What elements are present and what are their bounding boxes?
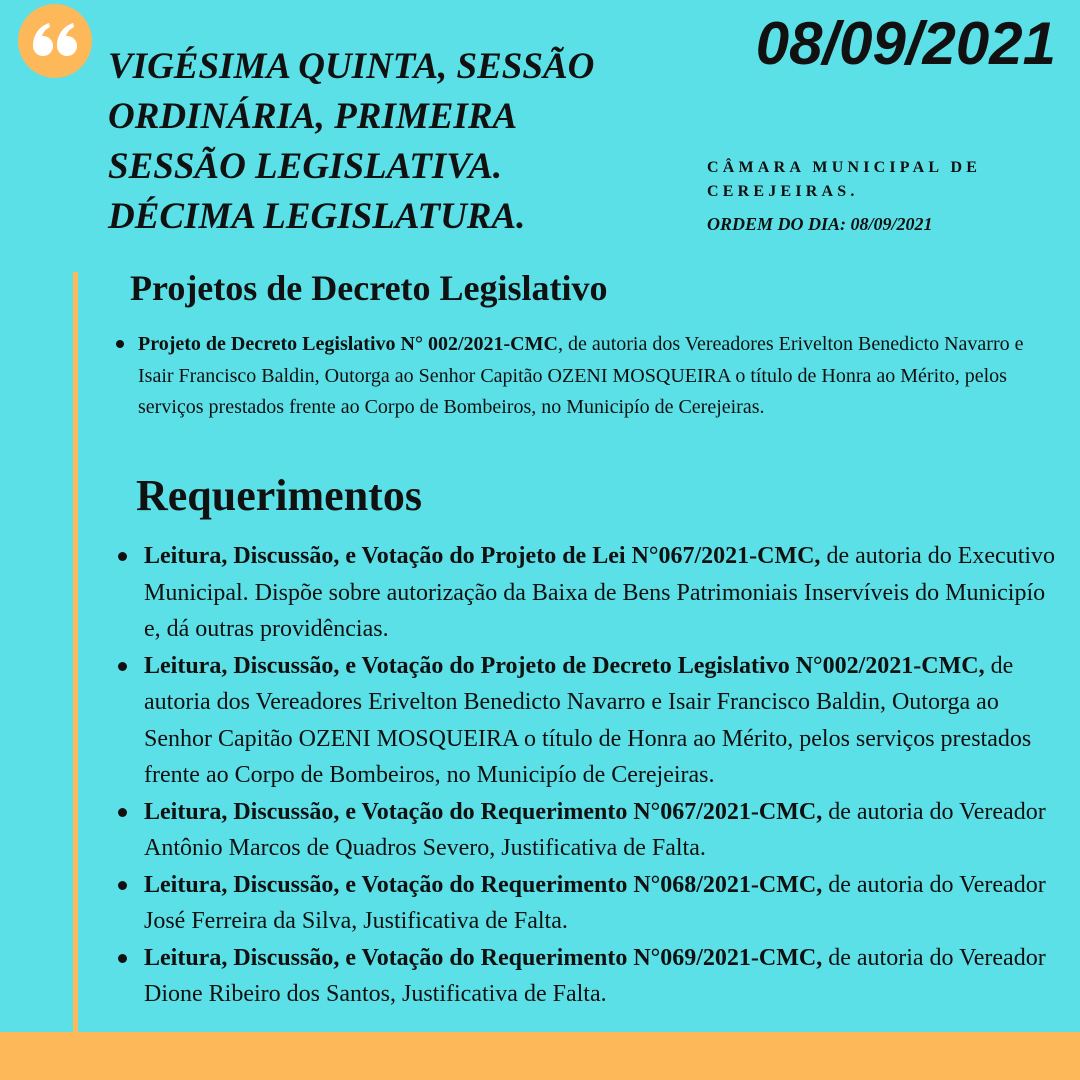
item-title: Projeto de Decreto Legislativo N° 002/2021-CMC: [138, 333, 558, 355]
requerimentos-list: [144, 538, 1059, 1013]
bullet-icon: [116, 340, 124, 348]
item-text: de autoria do Executivo Municipal. Dispõe sobre autorização da Baixa de Bens Patrimoniais Inservíveis do Municipío e, dá outras providências.: [144, 543, 1056, 642]
list-item: [144, 794, 1059, 867]
item-title: Leitura, Discussão, e Votação do Projeto de Decreto Legislativo N°002/2021-CMC,: [144, 652, 985, 679]
quote-icon: [18, 4, 92, 78]
item-text: , de autoria dos Vereadores Erivelton Benedicto Navarro e Isair Francisco Baldin, Outorga ao Senhor Capitão OZENI MOSQUEIRA o título de Honra ao Mérito, pelos serviços prestados frente ao Corpo de Bombeiros, no Municipío de Cerejeiras.: [138, 333, 1024, 418]
item-text: de autoria do Vereador José Ferreira da Silva, Justificativa de Falta.: [144, 871, 1046, 934]
session-date: 08/09/2021: [755, 10, 1056, 77]
order-of-day: ORDEM DO DIA: 08/09/2021: [707, 214, 933, 234]
item-title: Leitura, Discussão, e Votação do Requerimento N°068/2021-CMC,: [144, 871, 823, 898]
decreto-list: [138, 329, 1028, 424]
session-title-line: DÉCIMA LEGISLATURA.: [108, 196, 526, 237]
item-text: de autoria do Vereador Dione Ribeiro dos Santos, Justificativa de Falta.: [144, 944, 1046, 1007]
item-title: Leitura, Discussão, e Votação do Projeto de Lei N°067/2021-CMC,: [144, 543, 821, 569]
list-item: [144, 867, 1059, 940]
vertical-divider: [73, 272, 78, 1034]
session-title: [108, 42, 648, 242]
session-title-line: ORDINÁRIA, PRIMEIRA: [108, 96, 518, 137]
bullet-icon: [118, 954, 127, 963]
chamber-name: [707, 156, 1047, 204]
quote-badge: [18, 4, 92, 78]
chamber-name-line: CÂMARA MUNICIPAL DE: [707, 159, 982, 176]
decreto-heading: Projetos de Decreto Legislativo: [130, 268, 608, 308]
list-item: [144, 538, 1059, 648]
item-title: Leitura, Discussão, e Votação do Requerimento N°067/2021-CMC,: [144, 798, 823, 825]
session-title-line: VIGÉSIMA QUINTA, SESSÃO: [108, 46, 595, 87]
item-text: de autoria do Vereador Antônio Marcos de Quadros Severo, Justificativa de Falta.: [144, 798, 1046, 861]
chamber-name-line: CEREJEIRAS.: [707, 183, 859, 200]
bullet-icon: [118, 552, 127, 561]
footer-band: [0, 1032, 1080, 1080]
bullet-icon: [118, 808, 127, 817]
list-item: [138, 329, 1028, 424]
list-item: [144, 648, 1059, 794]
list-item: [144, 940, 1059, 1013]
session-title-line: SESSÃO LEGISLATIVA.: [108, 146, 503, 187]
requerimentos-heading: Requerimentos: [136, 471, 422, 520]
bullet-icon: [118, 881, 127, 890]
bullet-icon: [118, 662, 127, 671]
item-text: de autoria dos Vereadores Erivelton Benedicto Navarro e Isair Francisco Baldin, Outorga ao Senhor Capitão OZENI MOSQUEIRA o título de Honra ao Mérito, pelos serviços prestados frente ao Corpo de Bombeiros, no Municipío de Cerejeiras.: [144, 652, 1032, 788]
item-title: Leitura, Discussão, e Votação do Requerimento N°069/2021-CMC,: [144, 944, 823, 971]
